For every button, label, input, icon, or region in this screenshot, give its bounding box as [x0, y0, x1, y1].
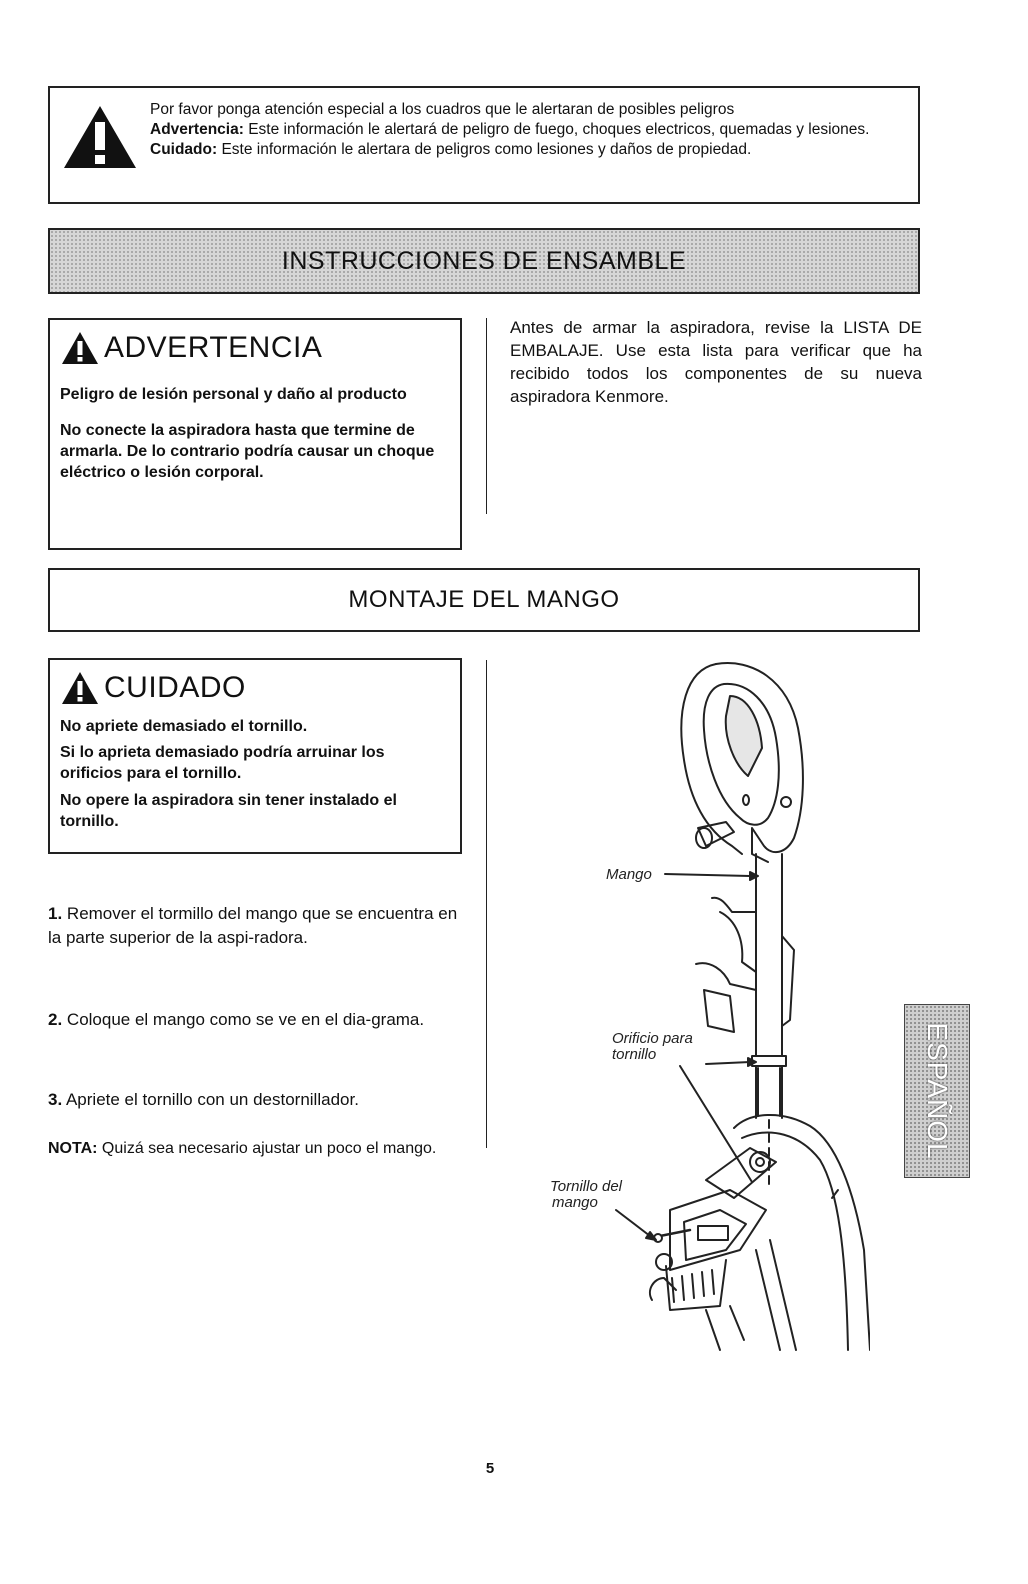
page-number: 5	[485, 1460, 495, 1477]
note	[48, 1138, 458, 1160]
step-text: Apriete el tornillo con un destornillador.	[62, 1090, 359, 1109]
notice-advertencia-text: Este información le alertará de peligro de fuego, choques electricos, quemadas y lesiones.	[243, 121, 870, 138]
column-divider	[486, 318, 487, 514]
language-tab	[904, 1004, 970, 1178]
step-3	[48, 1088, 458, 1112]
note-label: NOTA:	[48, 1140, 98, 1157]
cuidado-line3: No opere la aspiradora sin tener instalado el tornillo.	[60, 792, 397, 830]
advertencia-subtitle: Peligro de lesión personal y daño al producto	[60, 386, 407, 403]
cuidado-heading	[60, 670, 246, 706]
vacuum-handle-illustration	[520, 650, 870, 1360]
column-divider	[486, 660, 487, 1148]
step-number: 1.	[48, 904, 63, 923]
cuidado-line2: Si lo aprieta demasiado podría arruinar los orificios para el tornillo.	[60, 744, 385, 782]
warning-triangle-icon	[60, 670, 100, 706]
notice-cuidado-label: Cuidado:	[150, 141, 218, 158]
cuidado-title: CUIDADO	[104, 671, 246, 704]
cuidado-box	[48, 658, 462, 854]
safety-notice	[48, 86, 920, 204]
label-orificio-line1: Orificio para	[612, 1030, 693, 1047]
step-2	[48, 1008, 458, 1032]
advertencia-title: ADVERTENCIA	[104, 331, 323, 364]
step-1	[48, 902, 458, 950]
label-orificio-line2: tornillo	[612, 1046, 657, 1063]
advertencia-body: No conecte la aspiradora hasta que termine de armarla. De lo contrario podría causar un choque eléctrico o lesión corporal.	[60, 422, 435, 481]
language-tab-label: ESPAÑOL	[922, 1022, 953, 1160]
handle-assembly-diagram	[520, 650, 870, 1360]
note-text: Quizá sea necesario ajustar un poco el mango.	[97, 1140, 437, 1157]
notice-text	[150, 100, 910, 160]
step-number: 2.	[48, 1010, 63, 1029]
assembly-header-title: INSTRUCCIONES DE ENSAMBLE	[281, 246, 687, 275]
warning-triangle-icon	[62, 102, 138, 172]
notice-cuidado-text: Este información le alertara de peligros como lesiones y daños de propiedad.	[217, 141, 752, 158]
montaje-section-header	[48, 568, 920, 632]
notice-line1: Por favor ponga atención especial a los cuadros que le alertaran de posibles peligros	[150, 101, 735, 118]
advertencia-heading	[60, 330, 322, 366]
intro-paragraph: Antes de armar la aspiradora, revise la LISTA DE EMBALAJE. Use esta lista para verificar que ha recibido todos los componentes de su nueva aspiradora Kenmore.	[510, 318, 922, 406]
step-text: Remover el tormillo del mango que se encuentra en la parte superior de la aspi-radora.	[48, 904, 458, 947]
montaje-header-title: MONTAJE DEL MANGO	[348, 586, 620, 613]
cuidado-line1: No apriete demasiado el tornillo.	[60, 718, 308, 735]
step-number: 3.	[48, 1090, 63, 1109]
advertencia-box	[48, 318, 462, 550]
assembly-section-header	[48, 228, 920, 294]
label-tornillo-line2: mango	[552, 1194, 598, 1211]
warning-triangle-icon	[60, 330, 100, 366]
label-mango: Mango	[606, 866, 652, 883]
notice-advertencia-label: Advertencia:	[150, 121, 244, 138]
label-tornillo-line1: Tornillo del	[550, 1178, 622, 1195]
step-text: Coloque el mango como se ve en el dia-grama.	[62, 1010, 425, 1029]
